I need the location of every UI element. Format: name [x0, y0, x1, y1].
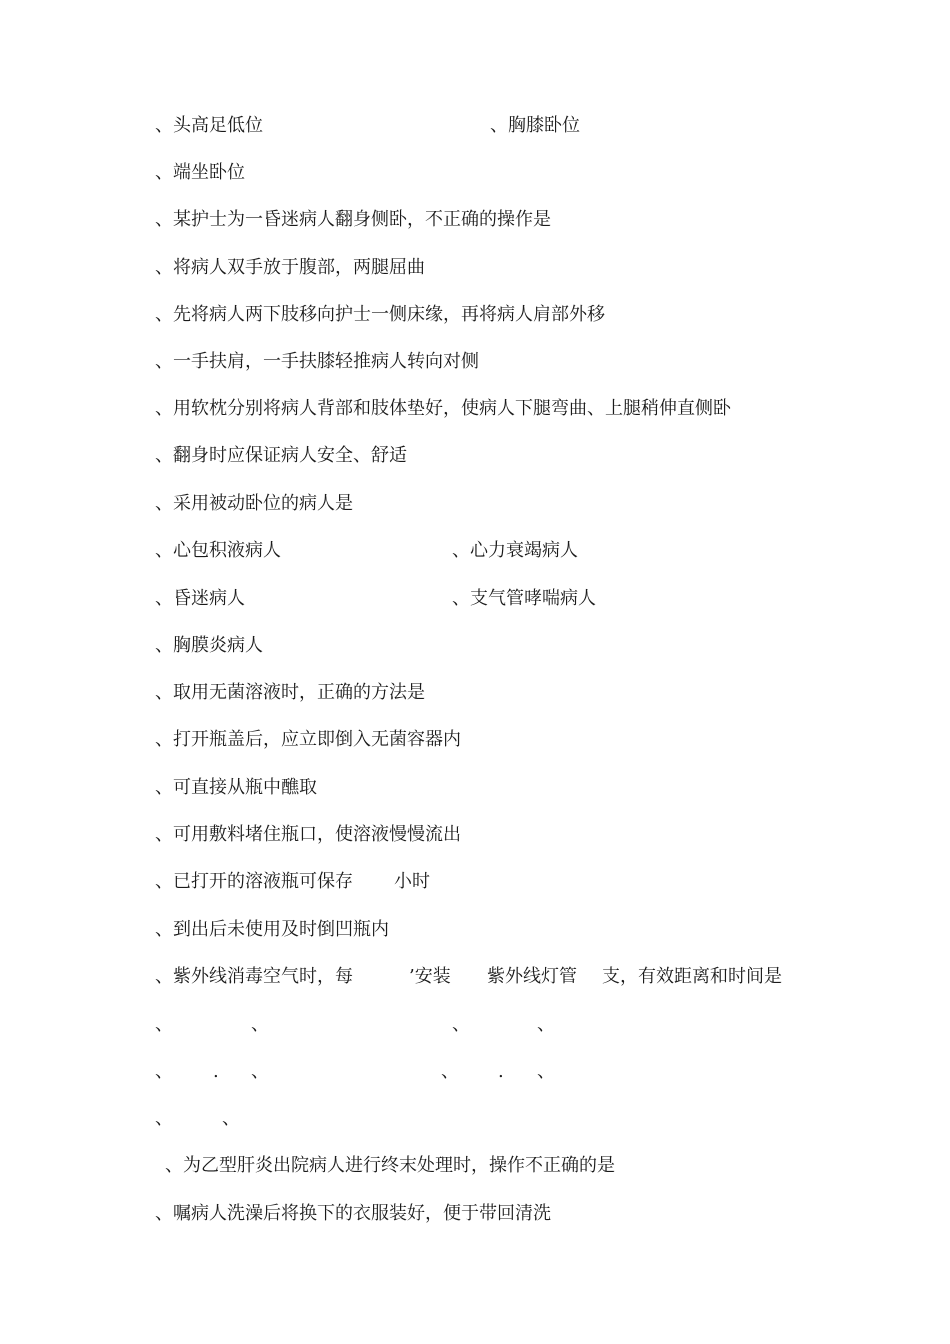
option-sitting: 、端坐卧位: [155, 162, 245, 183]
option-line: [155, 823, 461, 847]
question-line: [155, 965, 782, 989]
option-line: [155, 870, 430, 894]
option-line: [155, 1013, 555, 1037]
question-line: [155, 681, 425, 705]
option-text-suffix: 小时: [394, 871, 430, 892]
question-line: [155, 1154, 615, 1178]
option-text: 、昏迷病人: [155, 588, 245, 609]
option-text: 、心包积液病人: [155, 540, 281, 561]
option-text: 、已打开的溶液瓶可保存: [155, 871, 353, 892]
option-marker: 、: [222, 1108, 240, 1129]
option-knee-chest: 、胸膝卧位: [490, 115, 580, 136]
option-text: 、翻身时应保证病人安全、舒适: [155, 445, 407, 466]
option-text: 、嘱病人洗澡后将换下的衣服装好，便于带回清洗: [155, 1203, 551, 1224]
option-text: 、打开瓶盖后，应立即倒入无菌容器内: [155, 729, 461, 750]
option-line: [155, 918, 389, 942]
option-line: [155, 539, 578, 563]
option-marker: 、: [452, 1014, 470, 1035]
option-line: [155, 350, 479, 374]
option-text: 、可用敷料堵住瓶口，使溶液慢慢流出: [155, 824, 461, 845]
option-line: [155, 1060, 555, 1084]
option-text: 、先将病人两下肢移向护士一侧床缘，再将病人肩部外移: [155, 304, 605, 325]
option-line: [155, 587, 596, 611]
option-text: 、可直接从瓶中醮取: [155, 777, 317, 798]
option-head-high-feet-low: 、头高足低位: [155, 115, 263, 136]
option-line: [155, 634, 263, 658]
question-uv-part1: 、紫外线消毒空气时，每: [155, 966, 353, 987]
option-marker: 、: [251, 1014, 269, 1035]
option-text: 、到出后未使用及时倒凹瓶内: [155, 919, 389, 940]
option-line: [155, 303, 605, 327]
option-marker: 、: [155, 1061, 173, 1082]
option-text: 、将病人双手放于腹部，两腿屈曲: [155, 257, 425, 278]
decimal-point: .: [498, 1061, 504, 1082]
question-line: [155, 208, 551, 232]
option-text: 、胸膜炎病人: [155, 635, 263, 656]
decimal-point: .: [213, 1061, 219, 1082]
option-marker: 、: [537, 1014, 555, 1035]
option-text: 、支气管哮喘病人: [452, 588, 596, 609]
option-line: [155, 776, 317, 800]
question-uv-part4: 支，有效距离和时间是: [602, 966, 782, 987]
option-line: [155, 114, 580, 138]
question-hepatitis-terminal-disinfection: 、为乙型肝炎出院病人进行终末处理时，操作不正确的是: [165, 1155, 615, 1176]
question-passive-position: 、采用被动卧位的病人是: [155, 493, 353, 514]
option-text: 、用软枕分别将病人背部和肢体垫好，使病人下腿弯曲、上腿稍伸直侧卧: [155, 398, 731, 419]
option-line: [155, 444, 407, 468]
question-uv-part2: ’安装: [409, 966, 451, 987]
option-line: [155, 728, 461, 752]
option-line: [155, 1202, 551, 1226]
question-uv-part3: 紫外线灯管: [487, 966, 577, 987]
question-sterile-solution: 、取用无菌溶液时，正确的方法是: [155, 682, 425, 703]
option-text: 、一手扶肩，一手扶膝轻推病人转向对侧: [155, 351, 479, 372]
option-text: 、心力衰竭病人: [452, 540, 578, 561]
option-marker: 、: [155, 1108, 173, 1129]
option-line: [155, 256, 425, 280]
option-marker: 、: [537, 1061, 555, 1082]
option-line: [155, 397, 731, 421]
option-marker: 、: [155, 1014, 173, 1035]
option-line: [155, 161, 245, 185]
question-turning-patient: 、某护士为一昏迷病人翻身侧卧，不正确的操作是: [155, 209, 551, 230]
option-line: [155, 1107, 240, 1131]
option-marker: 、: [441, 1061, 459, 1082]
option-marker: 、: [251, 1061, 269, 1082]
question-line: [155, 492, 353, 516]
